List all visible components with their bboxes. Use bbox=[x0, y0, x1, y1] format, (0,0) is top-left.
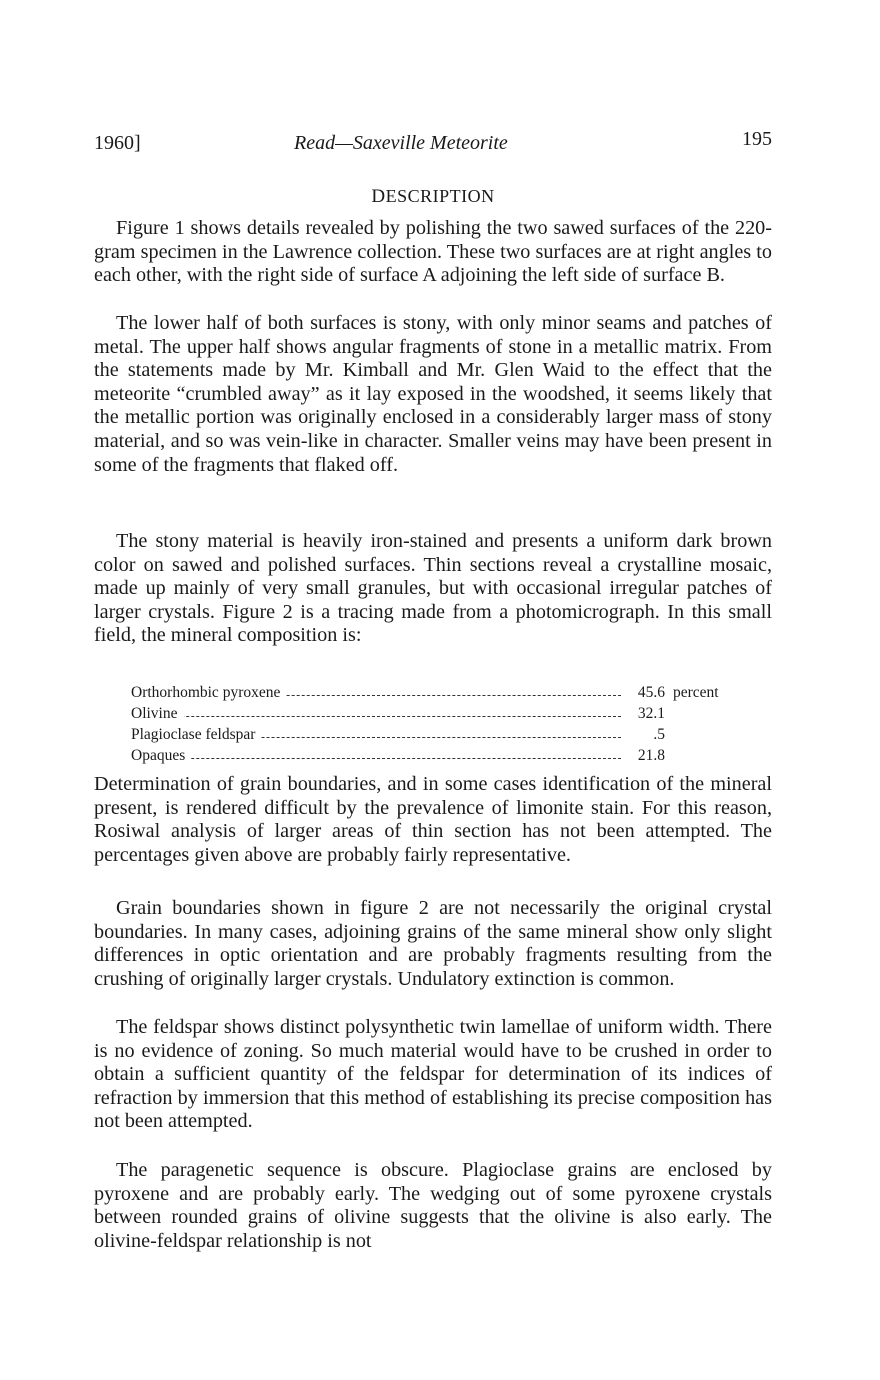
paragraph-5: Grain boundaries shown in figure 2 are not necessarily the original crystal boundaries. In many cases, adjoining grains of the same mineral show only slight differences in optic orientation and are probably fragments resulting from the crushing of originally larger crystals. Undulatory extinction is common. bbox=[94, 897, 772, 990]
paragraph-7: The paragenetic sequence is obscure. Plagioclase grains are enclosed by pyroxene and are probably early. The wedging out of some pyroxene crystals between rounded grains of olivine suggests that the olivine is also early. The olivine-feldspar relationship is not bbox=[94, 1159, 772, 1252]
paragraph-4: Determination of grain boundaries, and in some cases identification of the mineral present, is rendered difficult by the prevalence of limonite stain. For this reason, Rosiwal analysis of larger areas of thin section has not been attempted. The percentages given above are probably fairly representative. bbox=[94, 773, 772, 866]
paragraph-6: The feldspar shows distinct polysynthetic twin lamellae of uniform width. There is no evidence of zoning. So much material would have to be crushed in order to obtain a sufficient quantity of the feldspar for determination of its indices of refraction by immersion that this method of establishing its precise composition has not been attempted. bbox=[94, 1016, 772, 1133]
paragraph-1: Figure 1 shows details revealed by polishing the two sawed surfaces of the 220-gram specimen in the Lawrence collection. These two surfaces are at right angles to each other, with the right side of surface A adjoining the left side of surface B. bbox=[94, 217, 772, 287]
percent-unit: percent bbox=[673, 684, 719, 701]
running-head-year: 1960] bbox=[94, 132, 141, 154]
running-head bbox=[94, 128, 772, 156]
composition-row bbox=[131, 724, 751, 745]
section-heading bbox=[94, 186, 772, 208]
composition-row bbox=[131, 745, 751, 766]
mineral-name: Plagioclase feldspar bbox=[131, 724, 261, 745]
dot-leader bbox=[131, 758, 621, 759]
composition-row bbox=[131, 682, 751, 703]
mineral-percent: 32.1 bbox=[631, 703, 665, 724]
mineral-percent: .5 bbox=[631, 724, 665, 745]
mineral-percent: 21.8 bbox=[631, 745, 665, 766]
dot-leader bbox=[131, 716, 621, 717]
mineral-name: Olivine bbox=[131, 703, 184, 724]
page-number: 195 bbox=[742, 128, 772, 150]
mineral-composition-table bbox=[131, 682, 751, 766]
mineral-name: Opaques bbox=[131, 745, 191, 766]
composition-row bbox=[131, 703, 751, 724]
running-head-title: Read—Saxeville Meteorite bbox=[294, 132, 508, 154]
mineral-percent: 45.6 bbox=[631, 682, 665, 703]
paragraph-3: The stony material is heavily iron-stained and presents a uniform dark brown color on sawed and polished surfaces. Thin sections reveal a crystalline mosaic, made up mainly of very small granules, but with occasional irregular patches of larger crystals. Figure 2 is a tracing made from a photomicrograph. In this small field, the mineral composition is: bbox=[94, 530, 772, 647]
section-heading-text: DESCRIPTION bbox=[371, 186, 495, 207]
paragraph-2: The lower half of both surfaces is stony, with only minor seams and patches of metal. The upper half shows angular fragments of stone in a metallic matrix. From the statements made by Mr. Kimball and Mr. Glen Waid to the effect that the meteorite “crumbled away” as it lay exposed in the woodshed, it seems likely that the metallic portion was originally enclosed in a considerably larger mass of stony material, and so was vein-like in character. Smaller veins may have been present in some of the fragments that flaked off. bbox=[94, 312, 772, 476]
mineral-name: Orthorhombic pyroxene bbox=[131, 682, 286, 703]
